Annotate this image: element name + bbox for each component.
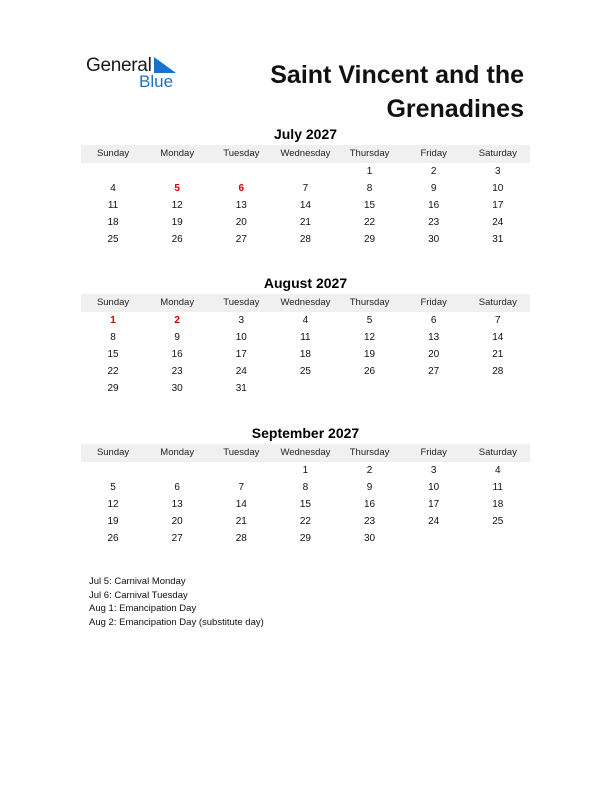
- weekday-header: Friday: [420, 297, 447, 308]
- day-cell: 10: [428, 482, 440, 493]
- weekday-header: Wednesday: [280, 297, 331, 308]
- day-cell: 29: [299, 533, 311, 544]
- day-cell: 1: [302, 465, 309, 476]
- day-cell: 9: [366, 482, 373, 493]
- day-cell: 3: [495, 166, 501, 177]
- weekday-header: Tuesday: [223, 447, 260, 458]
- day-cell: 20: [171, 516, 183, 527]
- generalblue-logo: [86, 55, 196, 95]
- day-cell: [273, 163, 337, 180]
- day-cell: 15: [299, 499, 311, 510]
- day-cell: [466, 380, 530, 397]
- holiday-notes: [89, 575, 264, 629]
- day-cell: 14: [492, 332, 504, 343]
- day-cell: 25: [107, 234, 119, 245]
- day-cell: [209, 163, 273, 180]
- day-cell: 16: [171, 349, 183, 360]
- day-cell: 15: [107, 349, 119, 360]
- day-cell: 22: [364, 217, 376, 228]
- logo-triangle-icon: [154, 57, 176, 73]
- day-cell: 11: [107, 200, 119, 211]
- holiday-note: Aug 2: Emancipation Day (substitute day): [89, 616, 264, 628]
- weekday-header: Saturday: [478, 148, 517, 159]
- month-calendar-july: [81, 125, 530, 248]
- day-cell: 30: [364, 533, 376, 544]
- day-cell: 15: [364, 200, 376, 211]
- day-cell: [338, 380, 402, 397]
- day-cell: 7: [495, 315, 501, 326]
- weekday-header: Thursday: [349, 447, 390, 458]
- weekday-header: Saturday: [478, 447, 517, 458]
- holiday-day-cell: 5: [174, 183, 180, 194]
- week-row: [81, 180, 530, 197]
- week-row: [81, 513, 530, 530]
- page-title: [224, 58, 524, 126]
- day-cell: 24: [428, 516, 440, 527]
- day-cell: 14: [235, 499, 247, 510]
- day-cell: 20: [235, 217, 247, 228]
- day-cell: 18: [107, 217, 119, 228]
- day-cell: [402, 530, 466, 547]
- day-cell: 23: [428, 217, 440, 228]
- day-cell: [209, 462, 273, 479]
- week-row: [81, 214, 530, 231]
- weekday-header: Sunday: [96, 297, 130, 308]
- day-cell: [81, 163, 145, 180]
- day-cell: 23: [171, 366, 183, 377]
- day-cell: 25: [492, 516, 504, 527]
- week-row: [81, 312, 530, 329]
- day-cell: 17: [428, 499, 440, 510]
- weekday-header: Saturday: [478, 297, 517, 308]
- day-cell: 5: [366, 315, 373, 326]
- weekday-header-row: [81, 145, 530, 163]
- weekday-header: Tuesday: [223, 148, 260, 159]
- weekday-header: Wednesday: [280, 447, 331, 458]
- day-cell: 10: [235, 332, 247, 343]
- day-cell: 12: [107, 499, 119, 510]
- weekday-header: Monday: [160, 148, 195, 159]
- day-cell: [145, 462, 209, 479]
- day-cell: 6: [174, 482, 180, 493]
- weekday-header-row: [81, 294, 530, 312]
- weekday-header: Thursday: [349, 297, 390, 308]
- day-cell: 19: [171, 217, 183, 228]
- page-title-line1: Saint Vincent and the: [270, 61, 524, 89]
- month-title: September 2027: [251, 425, 360, 441]
- holiday-note: Jul 6: Carnival Tuesday: [89, 589, 188, 601]
- day-cell: 22: [299, 516, 311, 527]
- holiday-day-cell: 6: [238, 183, 245, 194]
- day-cell: 3: [430, 465, 437, 476]
- day-cell: 16: [428, 200, 440, 211]
- day-cell: 21: [492, 349, 504, 360]
- week-row: [81, 530, 530, 547]
- day-cell: 9: [174, 332, 180, 343]
- day-cell: 4: [495, 465, 501, 476]
- holiday-day-cell: 1: [110, 315, 116, 326]
- day-cell: 29: [107, 383, 119, 394]
- day-cell: 27: [428, 366, 440, 377]
- day-cell: 21: [235, 516, 247, 527]
- day-cell: 1: [366, 166, 373, 177]
- day-cell: 23: [364, 516, 376, 527]
- month-calendar-august: [81, 274, 530, 397]
- day-cell: 8: [302, 482, 309, 493]
- logo-word-general: General: [86, 55, 152, 76]
- day-cell: [402, 380, 466, 397]
- weekday-header: Monday: [160, 297, 195, 308]
- day-cell: 2: [430, 166, 437, 177]
- weekday-header: Thursday: [349, 148, 390, 159]
- week-row: [81, 197, 530, 214]
- day-cell: 4: [302, 315, 309, 326]
- day-cell: 28: [235, 533, 247, 544]
- weekday-header: Sunday: [96, 447, 130, 458]
- weekday-header-row: [81, 444, 530, 462]
- weekday-header: Friday: [420, 447, 447, 458]
- day-cell: 7: [238, 482, 245, 493]
- day-cell: 19: [107, 516, 119, 527]
- day-cell: 11: [300, 332, 311, 343]
- day-cell: 13: [428, 332, 440, 343]
- month-title: August 2027: [263, 275, 348, 291]
- day-cell: 10: [492, 183, 504, 194]
- day-cell: 30: [171, 383, 183, 394]
- weekday-header: Tuesday: [223, 297, 260, 308]
- day-cell: 28: [492, 366, 504, 377]
- week-row: [81, 363, 530, 380]
- day-cell: 20: [428, 349, 440, 360]
- month-title: July 2027: [273, 126, 338, 142]
- weekday-header: Sunday: [96, 148, 130, 159]
- week-row: [81, 231, 530, 248]
- day-cell: [81, 462, 145, 479]
- day-cell: 17: [492, 200, 504, 211]
- day-cell: 13: [235, 200, 247, 211]
- day-cell: 17: [235, 349, 247, 360]
- day-cell: 12: [171, 200, 183, 211]
- month-calendar-september: [81, 424, 530, 547]
- day-cell: 24: [235, 366, 247, 377]
- weekday-header: Wednesday: [280, 148, 331, 159]
- logo-word-blue: Blue: [139, 72, 174, 91]
- holiday-note: Jul 5: Carnival Monday: [89, 576, 186, 587]
- day-cell: 18: [299, 349, 311, 360]
- day-cell: 29: [364, 234, 376, 245]
- week-row: [81, 380, 530, 397]
- day-cell: 2: [366, 465, 373, 476]
- day-cell: 27: [171, 533, 183, 544]
- day-cell: 26: [171, 234, 183, 245]
- day-cell: 4: [110, 183, 116, 194]
- week-row: [81, 496, 530, 513]
- day-cell: 8: [366, 183, 373, 194]
- day-cell: 13: [171, 499, 183, 510]
- day-cell: 12: [364, 332, 376, 343]
- day-cell: 26: [107, 533, 119, 544]
- week-row: [81, 346, 530, 363]
- day-cell: 18: [492, 499, 504, 510]
- day-cell: 27: [235, 234, 247, 245]
- day-cell: 28: [299, 234, 311, 245]
- day-cell: 11: [492, 482, 503, 493]
- day-cell: 25: [299, 366, 311, 377]
- day-cell: 7: [302, 183, 309, 194]
- day-cell: 6: [430, 315, 437, 326]
- page-title-line2: Grenadines: [386, 95, 524, 123]
- day-cell: 26: [364, 366, 376, 377]
- day-cell: 31: [492, 234, 504, 245]
- week-row: [81, 479, 530, 496]
- holiday-day-cell: 2: [174, 315, 180, 326]
- day-cell: 19: [364, 349, 376, 360]
- day-cell: 8: [110, 332, 116, 343]
- day-cell: 5: [110, 482, 116, 493]
- week-row: [81, 329, 530, 346]
- holiday-note: Aug 1: Emancipation Day: [89, 603, 197, 614]
- day-cell: 16: [364, 499, 376, 510]
- week-row: [81, 163, 530, 180]
- day-cell: 22: [107, 366, 119, 377]
- weekday-header: Monday: [160, 447, 195, 458]
- day-cell: 30: [428, 234, 440, 245]
- day-cell: 21: [299, 217, 311, 228]
- day-cell: 9: [430, 183, 437, 194]
- day-cell: [273, 380, 337, 397]
- day-cell: [466, 530, 530, 547]
- weekday-header: Friday: [420, 148, 447, 159]
- day-cell: 3: [238, 315, 245, 326]
- day-cell: [145, 163, 209, 180]
- day-cell: 24: [492, 217, 504, 228]
- day-cell: 14: [299, 200, 311, 211]
- week-row: [81, 462, 530, 479]
- day-cell: 31: [235, 383, 247, 394]
